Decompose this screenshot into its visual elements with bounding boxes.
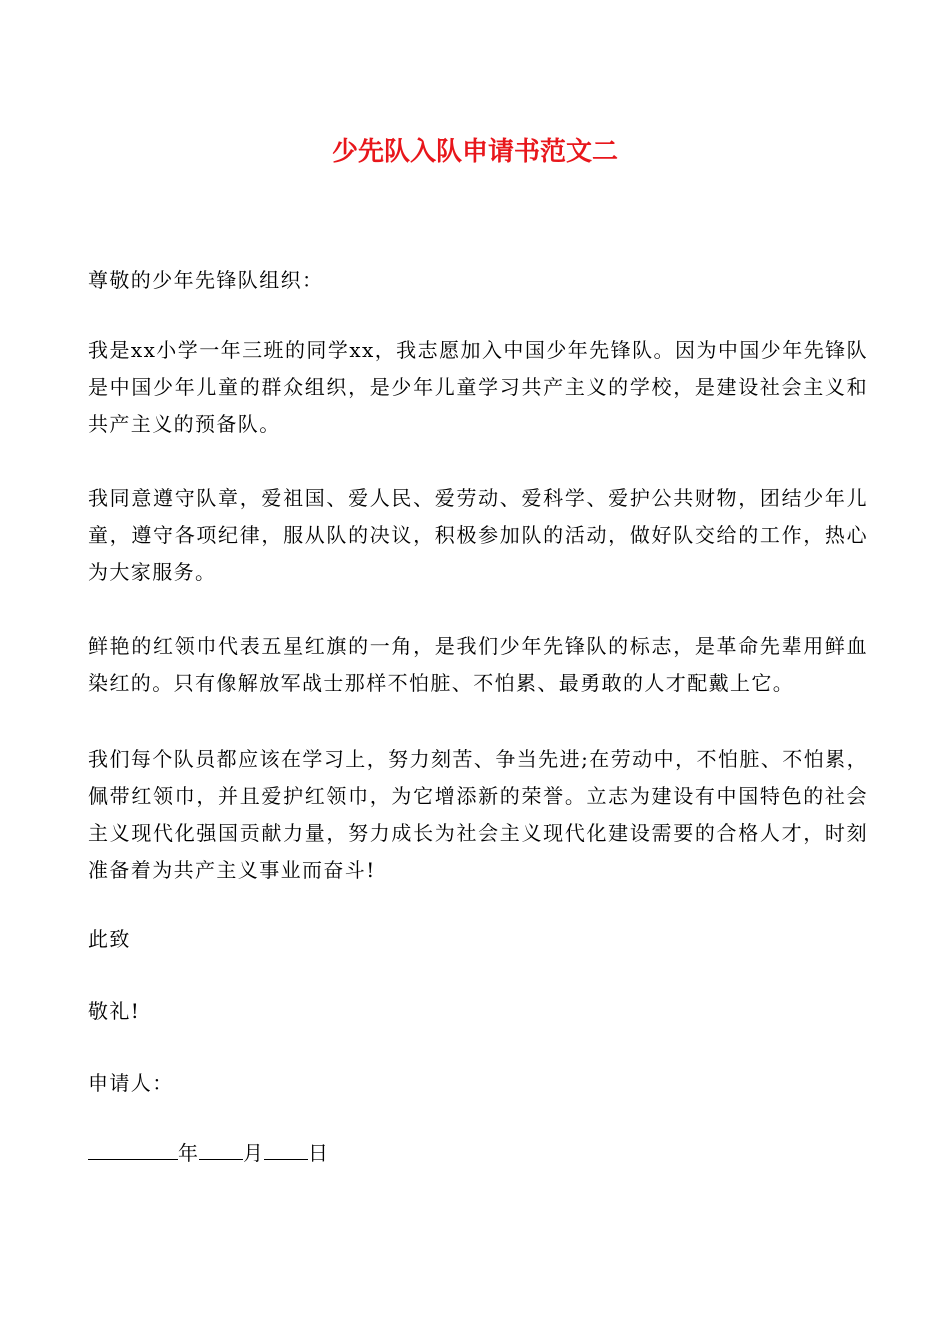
- applicant-label: 申请人：: [88, 1071, 174, 1095]
- day-label: 日: [308, 1141, 329, 1165]
- year-label: 年: [178, 1141, 199, 1165]
- year-blank: [88, 1137, 178, 1160]
- paragraph-2: 我同意遵守队章，爱祖国、爱人民、爱劳动、爱科学、爱护公共财物，团结少年儿童，遵守各项纪律，服从队的决议，积极参加队的活动，做好队交给的工作，热心为大家服务。: [88, 486, 868, 584]
- salutation: 尊敬的少年先锋队组织：: [88, 268, 324, 292]
- paragraph-3: 鲜艳的红领巾代表五星红旗的一角，是我们少年先锋队的标志，是革命先辈用鲜血染红的。只有像解放军战士那样不怕脏、不怕累、最勇敢的人才配戴上它。: [88, 634, 868, 695]
- closing-cizhi: 此致: [88, 927, 131, 951]
- day-blank: [264, 1137, 308, 1160]
- document-title: 少先队入队申请书范文二: [331, 137, 618, 167]
- paragraph-4: 我们每个队员都应该在学习上，努力刻苦、争当先进;在劳动中，不怕脏、不怕累，佩带红领巾，并且爱护红领巾，为它增添新的荣誉。立志为建设有中国特色的社会主义现代化强国贡献力量，努力成长为社会主义现代化建设需要的合格人才，时刻准备着为共产主义事业而奋斗!: [88, 747, 868, 882]
- closing-jingli: 敬礼!: [88, 999, 141, 1023]
- paragraph-1: 我是xx小学一年三班的同学xx，我志愿加入中国少年先锋队。因为中国少年先锋队是中国少年儿童的群众组织，是少年儿童学习共产主义的学校，是建设社会主义和共产主义的预备队。: [88, 338, 868, 436]
- month-label: 月: [243, 1141, 264, 1165]
- date-line: [88, 1137, 329, 1168]
- month-blank: [199, 1137, 243, 1160]
